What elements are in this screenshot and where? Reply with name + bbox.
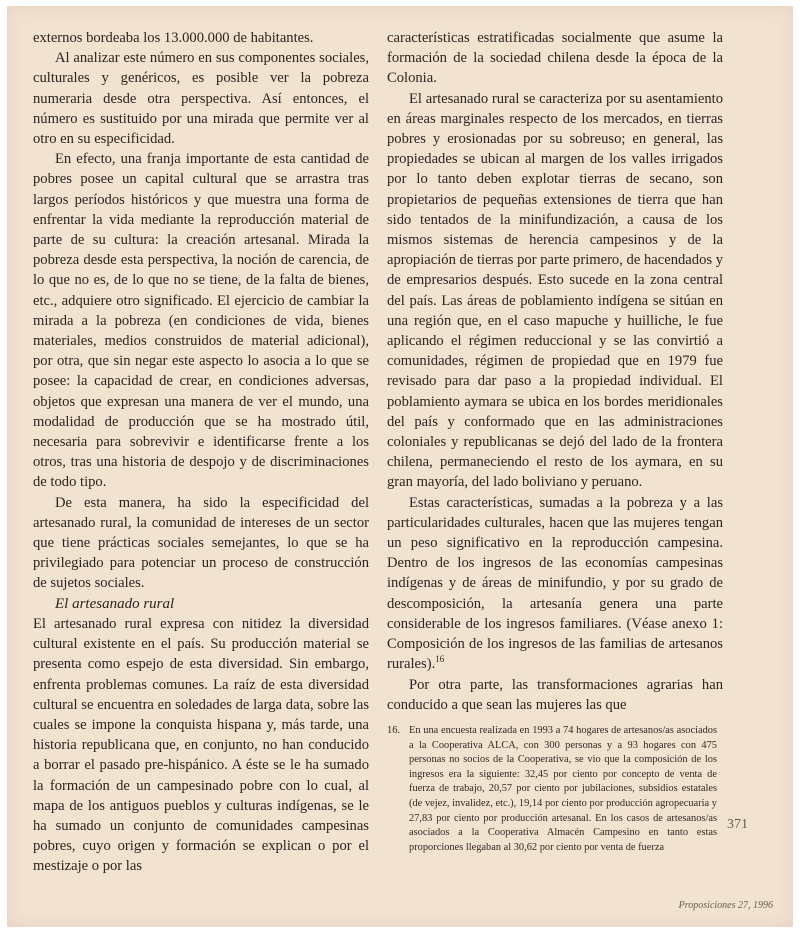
footnote-text: En una encuesta realizada en 1993 a 74 hogares de artesanos/as asociados a la Cooperativa ALCA, con 300 personas y a 93 hogares con 475 personas no socios de la Cooperativa, se vio que la composición de los ingresos era la siguiente: 32,45 por ciento por concepto de venta de fuerza de trabajo, 20,57 por ciento por jubilaciones, subsidios estatales (de vejez, invalidez, etc.), 19,14 por ciento por producción agropecuaria y 27,83 por ciento por producción artesanal. En los casos de artesanos/as asociados a la Cooperativa Almacén Campesino en tanto estas proporciones llegaban al 30,62 por ciento por venta de fuerza <box>409 725 717 853</box>
paragraph: De esta manera, ha sido la especificidad del artesanado rural, la comunidad de intereses de un sector que tiene prácticas sociales semejantes, lo que se ha privilegiado para potenciar un proceso de construcción de sujetos sociales. <box>33 494 369 592</box>
footnotes <box>387 724 717 855</box>
footnote <box>387 724 717 855</box>
page-number: 371 <box>727 817 748 832</box>
footnote-reference: 16 <box>435 654 445 665</box>
paragraph: El artesanado rural expresa con nitidez la diversidad cultural existente en el país. Su producción material se presenta como espejo de esta diversidad. Sin embargo, enfrenta problemas comunes. La raíz de esta diversidad cultural se encuentra en soledades de larga data, sobre las cuales se impone la conquista hispana y, más tarde, una historia republicana que, en conjunto, no han conducido a borrar el pasado pre-hispánico. A éste se le ha sumado la formación de un campesinado pobre con lo cual, al mapa de los antiguos pueblos y culturas indígenas, se le ha sumado un conjunto de comunidades campesinas pobres, cuyo origen y formación se explican o por el mestizaje o por las <box>33 615 369 875</box>
footnote-number: 16. <box>387 725 400 736</box>
running-footer: Proposiciones 27, 1996 <box>678 900 773 911</box>
paragraph: En efecto, una franja importante de esta cantidad de pobres posee un capital cultural que se arrastra tras largos períodos históricos y que muestra una forma de enfrentar la vida mediante la reproducción material de parte de su cultura: la creación artesanal. Mirada la pobreza desde esta perspectiva, la noción de carencia, de lo que no es, de lo que no se tiene, de la falta de bienes, etc., adquiere otro significado. El ejercicio de cambiar la mirada a la pobreza (en condiciones de vida, bienes materiales, medios construidos de material adicional), por otra, que sin negar este aspecto lo asocia a lo que se posee: la capacidad de crear, en condiciones adversas, objetos que expresan una manera de ver el mundo, una modalidad de producción que se ha mostrado útil, necesaria para sobrevivir e identificarse frente a los otros, tras una historia de despojo y de discriminaciones de todo tipo. <box>33 151 369 491</box>
book-page <box>7 6 793 927</box>
right-column <box>387 28 723 715</box>
paragraph: Al analizar este número en sus componentes sociales, culturales y genéricos, es posible ver la pobreza numeraria desde otra perspectiva. Así entonces, el número es sustituido por una mirada que permite ver al otro en su especificidad. <box>33 50 369 148</box>
paragraph <box>387 493 723 675</box>
paragraph-text: Estas características, sumadas a la pobreza y a las particularidades culturales, hacen que las mujeres tengan un peso significativo en la reproducción campesina. Dentro de los ingresos de las economías campesinas indígenas y de áreas de minifundio, y por su grado de descomposición, la artesanía genera una parte considerable de los ingresos familiares. (Véase anexo 1: Composición de los ingresos de las familias de artesanos rurales). <box>387 494 723 673</box>
paragraph: El artesanado rural se caracteriza por su asentamiento en áreas marginales respecto de los mercados, en tierras pobres y erosionadas por su sobreuso; en general, las propiedades se ubican al margen de los valles irrigados por lo tanto deben explotar tierras de secano, son propietarios de pequeñas extensiones de tierra que han sido tentados de la minifundización, a causa de los mismos sistemas de herencia campesinos y de la apropiación de tierras por parte primero, de hacendados y de empresarios después. Esto sucede en la zona central del país. Las áreas de poblamiento indígena se sitúan en una región que, en el caso mapuche y huilliche, le fue aplicando el régimen reduccional y se las convirtió a comunidades, régimen de propiedad que en 1979 fue revisado para dar paso a la propiedad individual. El poblamiento aymara se ubica en los bordes meridionales del país y conformado que en las administraciones coloniales y republicanas se dejó del lado de la frontera chilena, permaneciendo el resto de los aymara, en su gran mayoría, del lado boliviano y peruano. <box>387 90 723 491</box>
paragraph: externos bordeaba los 13.000.000 de habitantes. <box>33 30 314 46</box>
paragraph: Por otra parte, las transformaciones agrarias han conducido a que sean las mujeres las que <box>387 676 723 713</box>
left-column <box>33 28 369 877</box>
paragraph: características estratificadas socialmente que asume la formación de la sociedad chilena desde la época de la Colonia. <box>387 30 723 87</box>
section-heading: El artesanado rural <box>55 595 175 612</box>
